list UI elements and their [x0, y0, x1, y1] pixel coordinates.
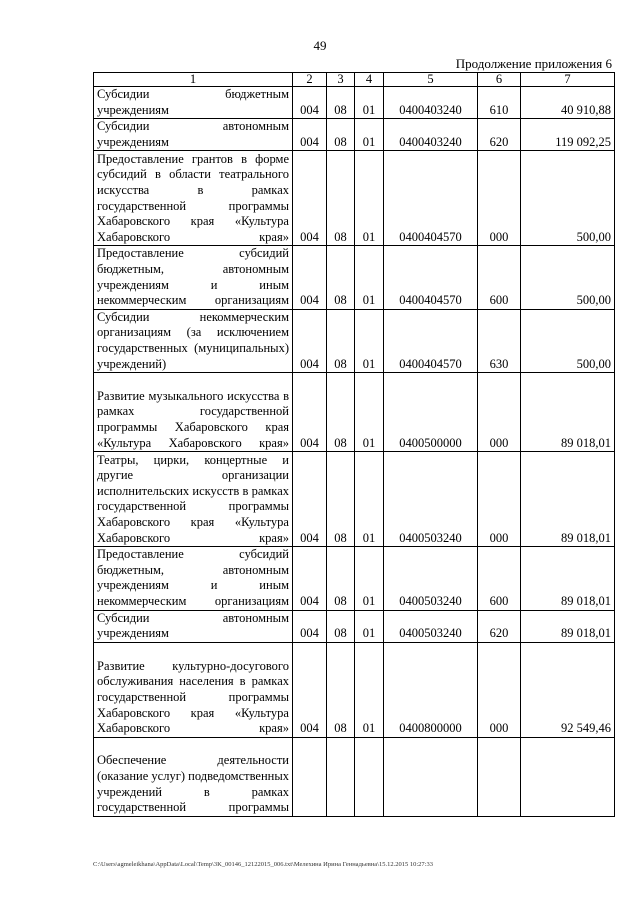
column-header: 2: [293, 73, 327, 87]
section-cell: 08: [327, 452, 355, 547]
table-row: [94, 87, 615, 119]
budget-table: [93, 72, 615, 817]
target-article-cell: 0400404570: [384, 151, 478, 246]
page-number: 49: [313, 38, 327, 53]
table-row: [94, 610, 615, 642]
item-name-cell: Обеспечение деятельности (оказание услуг) подведомственных учреждений в рамках государственной программы: [94, 737, 293, 816]
amount-cell: 92 549,46: [521, 642, 615, 737]
item-name-cell: Предоставление субсидий бюджетным, автономным учреждениям и иным некоммерческим организациям: [94, 246, 293, 309]
code-cell: 004: [293, 87, 327, 119]
table-row: [94, 246, 615, 309]
code-cell: 004: [293, 547, 327, 610]
section-cell: 08: [327, 246, 355, 309]
code-cell: 004: [293, 246, 327, 309]
item-name-cell: Субсидии некоммерческим организациям (за исключением государственных (муниципальных) учреждений): [94, 309, 293, 372]
target-article-cell: 0400500000: [384, 373, 478, 452]
section-cell: 08: [327, 642, 355, 737]
item-name-cell: Театры, цирки, концертные и другие организации исполнительских искусств в рамках государственной программы Хабаровского края «Культура Хабаровского края»: [94, 452, 293, 547]
table-row: [94, 119, 615, 151]
column-header: 6: [478, 73, 521, 87]
expense-type-cell: [478, 737, 521, 816]
subsection-cell: 01: [355, 119, 384, 151]
expense-type-cell: 600: [478, 547, 521, 610]
target-article-cell: [384, 737, 478, 816]
expense-type-cell: 610: [478, 87, 521, 119]
table-row: [94, 452, 615, 547]
code-cell: 004: [293, 119, 327, 151]
table-row: [94, 547, 615, 610]
section-cell: 08: [327, 373, 355, 452]
code-cell: [293, 737, 327, 816]
section-cell: [327, 737, 355, 816]
target-article-cell: 0400404570: [384, 309, 478, 372]
section-cell: 08: [327, 87, 355, 119]
amount-cell: 119 092,25: [521, 119, 615, 151]
table-row: [94, 309, 615, 372]
column-header: 7: [521, 73, 615, 87]
subsection-cell: 01: [355, 373, 384, 452]
amount-cell: 89 018,01: [521, 373, 615, 452]
item-name-cell: Субсидии автономным учреждениям: [94, 610, 293, 642]
section-cell: 08: [327, 610, 355, 642]
amount-cell: [521, 737, 615, 816]
code-cell: 004: [293, 151, 327, 246]
expense-type-cell: 630: [478, 309, 521, 372]
subsection-cell: 01: [355, 87, 384, 119]
expense-type-cell: 000: [478, 373, 521, 452]
expense-type-cell: 000: [478, 452, 521, 547]
target-article-cell: 0400403240: [384, 87, 478, 119]
appendix-continuation-label: Продолжение приложения 6: [455, 56, 612, 71]
item-name-cell: Развитие музыкального искусства в рамках государственной программы Хабаровского края «Культура Хабаровского края»: [94, 373, 293, 452]
column-header: 3: [327, 73, 355, 87]
section-cell: 08: [327, 151, 355, 246]
code-cell: 004: [293, 610, 327, 642]
subsection-cell: 01: [355, 151, 384, 246]
file-path-footer: C:\Users\agmeleikhana\AppData\Local\Temp\3K_00146_12122015_006.txt\Мелехина Ирина Геннадьевна\15.12.2015 10:27:33: [93, 861, 433, 868]
target-article-cell: 0400404570: [384, 246, 478, 309]
item-name-cell: Субсидии автономным учреждениям: [94, 119, 293, 151]
amount-cell: 89 018,01: [521, 610, 615, 642]
target-article-cell: 0400403240: [384, 119, 478, 151]
subsection-cell: 01: [355, 610, 384, 642]
expense-type-cell: 000: [478, 151, 521, 246]
item-name-cell: Предоставление субсидий бюджетным, автономным учреждениям и иным некоммерческим организациям: [94, 547, 293, 610]
code-cell: 004: [293, 642, 327, 737]
section-cell: 08: [327, 119, 355, 151]
target-article-cell: 0400503240: [384, 610, 478, 642]
subsection-cell: [355, 737, 384, 816]
item-name-cell: Субсидии бюджетным учреждениям: [94, 87, 293, 119]
table-row: [94, 737, 615, 816]
section-cell: 08: [327, 547, 355, 610]
expense-type-cell: 620: [478, 119, 521, 151]
subsection-cell: 01: [355, 642, 384, 737]
amount-cell: 40 910,88: [521, 87, 615, 119]
expense-type-cell: 000: [478, 642, 521, 737]
item-name-cell: Предоставление грантов в форме субсидий в области театрального искусства в рамках государственной программы Хабаровского края «Культура Хабаровского края»: [94, 151, 293, 246]
column-header: 4: [355, 73, 384, 87]
expense-type-cell: 620: [478, 610, 521, 642]
code-cell: 004: [293, 452, 327, 547]
subsection-cell: 01: [355, 547, 384, 610]
column-header: 1: [94, 73, 293, 87]
amount-cell: 89 018,01: [521, 452, 615, 547]
budget-table-body: [94, 73, 615, 817]
subsection-cell: 01: [355, 309, 384, 372]
expense-type-cell: 600: [478, 246, 521, 309]
amount-cell: 500,00: [521, 309, 615, 372]
code-cell: 004: [293, 373, 327, 452]
table-row: [94, 151, 615, 246]
column-header: 5: [384, 73, 478, 87]
item-name-cell: Развитие культурно-досугового обслуживания населения в рамках государственной программы Хабаровского края «Культура Хабаровского края»: [94, 642, 293, 737]
table-header-row: [94, 73, 615, 87]
code-cell: 004: [293, 309, 327, 372]
amount-cell: 500,00: [521, 151, 615, 246]
target-article-cell: 0400503240: [384, 452, 478, 547]
amount-cell: 500,00: [521, 246, 615, 309]
target-article-cell: 0400503240: [384, 547, 478, 610]
subsection-cell: 01: [355, 452, 384, 547]
section-cell: 08: [327, 309, 355, 372]
amount-cell: 89 018,01: [521, 547, 615, 610]
table-row: [94, 373, 615, 452]
table-row: [94, 642, 615, 737]
subsection-cell: 01: [355, 246, 384, 309]
target-article-cell: 0400800000: [384, 642, 478, 737]
